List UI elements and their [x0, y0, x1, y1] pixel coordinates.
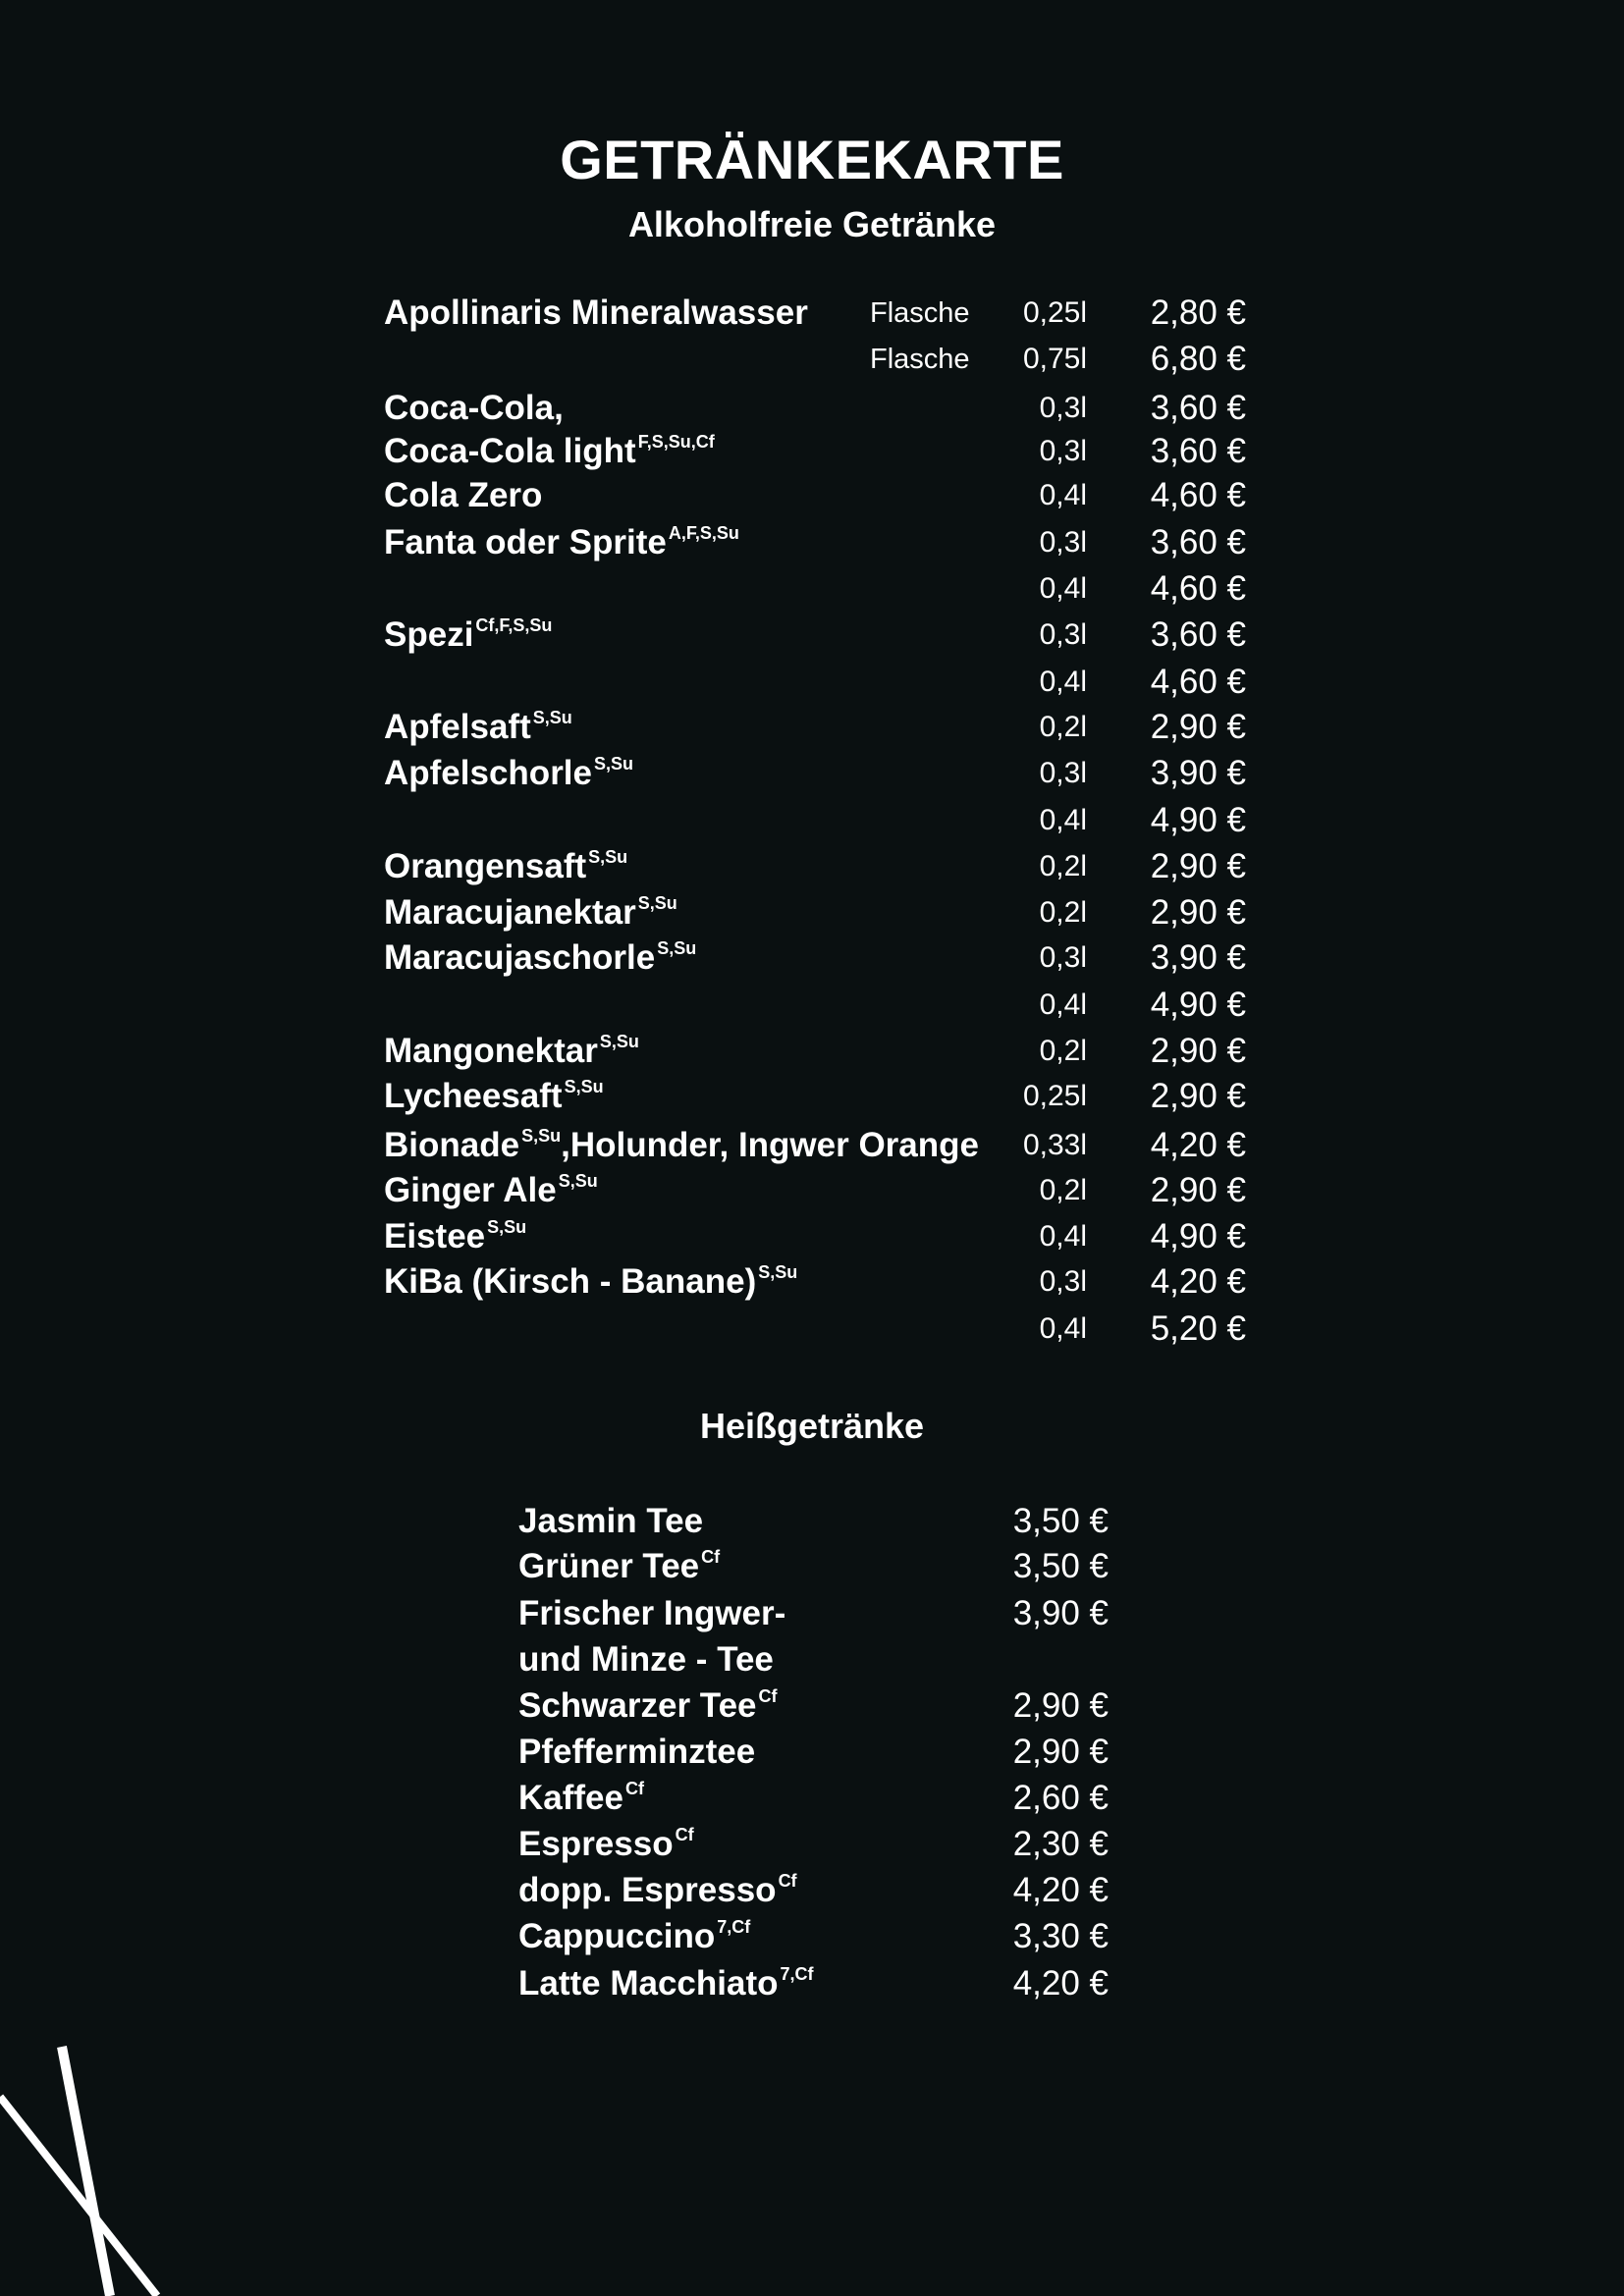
- hot-drink-name: Grüner Tee: [518, 1547, 700, 1585]
- hot-drink-name: Espresso: [518, 1825, 674, 1863]
- allergen-codes: Cf: [778, 1871, 797, 1891]
- hot-drink-name: Cappuccino: [518, 1917, 716, 1955]
- drink-volume: 0,4l: [1039, 1312, 1087, 1345]
- hot-drink-price: 4,20 €: [1012, 1871, 1109, 1909]
- drink-row: [384, 1074, 1624, 1119]
- hot-drink-price: 3,50 €: [1012, 1502, 1109, 1540]
- drink-price: 2,90 €: [1150, 893, 1246, 932]
- hot-drink-row: [0, 1868, 1624, 1913]
- hot-drink-row: [0, 1730, 1624, 1775]
- drink-name-suffix: ,Holunder, Ingwer Orange: [561, 1126, 979, 1164]
- drink-row: [384, 1307, 1624, 1352]
- hot-drink-row: [0, 1499, 1624, 1544]
- allergen-codes: 7,Cf: [717, 1917, 751, 1937]
- drink-name-cell: [384, 1168, 598, 1213]
- page-title: GETRÄNKEKARTE: [560, 129, 1064, 190]
- drink-price: 2,90 €: [1150, 708, 1246, 746]
- drink-name: Eistee: [384, 1217, 486, 1255]
- allergen-codes: A,F,S,Su: [668, 523, 739, 543]
- drink-price: 4,90 €: [1150, 801, 1246, 839]
- hot-drink-name: Schwarzer Tee: [518, 1686, 757, 1725]
- hot-drink-name-cell: [518, 1868, 797, 1913]
- drink-name: Apfelsaft: [384, 708, 531, 746]
- drink-volume: 0,33l: [1022, 1129, 1087, 1161]
- drink-price: 3,60 €: [1150, 432, 1246, 470]
- drink-row: [384, 566, 1624, 612]
- drink-row: [384, 705, 1624, 750]
- drink-price: 3,60 €: [1150, 523, 1246, 561]
- drink-row: [384, 1029, 1624, 1074]
- hot-drink-name-cell: [518, 1961, 814, 2006]
- allergen-codes: F,S,Su,Cf: [637, 432, 715, 452]
- allergen-codes: S,Su: [487, 1217, 527, 1237]
- hot-drink-name-cell: [518, 1499, 703, 1544]
- hot-drink-row: [0, 1914, 1624, 1959]
- allergen-codes: Cf: [675, 1825, 694, 1844]
- drink-volume: 0,25l: [1022, 1080, 1087, 1112]
- drink-name-cell: [384, 386, 564, 431]
- drink-name: Coca-Cola,: [384, 389, 564, 427]
- drink-name-cell: [384, 890, 677, 935]
- drink-price: 2,90 €: [1150, 1077, 1246, 1115]
- hot-drink-price: 3,90 €: [1012, 1594, 1109, 1632]
- hot-drink-name-cell: [518, 1591, 785, 1636]
- hot-drink-row: [0, 1961, 1624, 2006]
- drink-name: KiBa (Kirsch - Banane): [384, 1262, 757, 1301]
- drink-volume: 0,4l: [1039, 479, 1087, 511]
- drink-volume: 0,3l: [1039, 435, 1087, 467]
- drink-price: 2,90 €: [1150, 1032, 1246, 1070]
- drink-name: Cola Zero: [384, 476, 543, 514]
- drink-volume: 0,3l: [1039, 1265, 1087, 1298]
- hot-drink-name: Kaffee: [518, 1779, 623, 1817]
- drink-name-cell: [384, 1074, 604, 1119]
- drink-volume: 0,3l: [1039, 941, 1087, 974]
- drink-price: 4,60 €: [1150, 569, 1246, 608]
- drink-name-cell: [384, 429, 715, 474]
- drink-vessel: Flasche: [870, 344, 970, 375]
- allergen-codes: S,Su: [758, 1262, 798, 1282]
- hot-drink-name: Latte Macchiato: [518, 1964, 779, 2002]
- drink-price: 4,90 €: [1150, 986, 1246, 1024]
- drink-volume: 0,4l: [1039, 1220, 1087, 1253]
- drink-name-cell: [384, 473, 542, 518]
- drink-row: [384, 429, 1624, 474]
- hot-drink-row: [0, 1637, 1624, 1682]
- allergen-codes: S,Su: [564, 1077, 604, 1096]
- drink-name-cell: [384, 935, 696, 981]
- section-heading-cold: Alkoholfreie Getränke: [627, 204, 997, 244]
- drink-price: 2,90 €: [1150, 1171, 1246, 1209]
- drink-price: 6,80 €: [1150, 340, 1246, 378]
- drink-name-cell: [384, 1259, 797, 1305]
- hot-drink-price: 2,30 €: [1012, 1825, 1109, 1863]
- drink-volume: 0,75l: [1022, 343, 1087, 375]
- chopsticks-icon: [0, 2042, 177, 2296]
- hot-drink-row: [0, 1822, 1624, 1867]
- drink-row: [384, 291, 1624, 336]
- drink-volume: 0,2l: [1039, 1035, 1087, 1067]
- drink-volume: 0,2l: [1039, 850, 1087, 882]
- drink-name: Mangonektar: [384, 1032, 598, 1070]
- drink-volume: 0,4l: [1039, 666, 1087, 698]
- hot-drink-price: 3,50 €: [1012, 1547, 1109, 1585]
- drink-price: 5,20 €: [1150, 1309, 1246, 1348]
- drink-name-cell: [384, 613, 552, 658]
- drink-name-cell: [384, 1029, 639, 1074]
- allergen-codes: S,Su: [637, 893, 677, 913]
- hot-drink-name: Frischer Ingwer-: [518, 1594, 786, 1632]
- hot-drink-name-cell: [518, 1637, 774, 1682]
- hot-drink-price: 2,90 €: [1012, 1686, 1109, 1725]
- drink-name-cell: [384, 705, 572, 750]
- drink-volume: 0,4l: [1039, 804, 1087, 836]
- allergen-codes: S,Su: [594, 754, 634, 774]
- drink-price: 2,90 €: [1150, 847, 1246, 885]
- hot-drink-name-cell: [518, 1776, 644, 1821]
- hot-drink-name-cell: [518, 1683, 778, 1729]
- allergen-codes: Cf,F,S,Su: [475, 615, 553, 635]
- drink-row: [384, 983, 1624, 1028]
- allergen-codes: S,Su: [521, 1126, 562, 1146]
- allergen-codes: S,Su: [588, 847, 628, 867]
- allergen-codes: S,Su: [558, 1171, 598, 1191]
- drink-volume: 0,3l: [1039, 392, 1087, 424]
- drink-price: 4,90 €: [1150, 1217, 1246, 1255]
- drink-name: Spezi: [384, 615, 474, 654]
- allergen-codes: Cf: [624, 1779, 644, 1798]
- drink-row: [384, 751, 1624, 796]
- drink-price: 4,20 €: [1150, 1126, 1246, 1164]
- hot-drink-row: [0, 1591, 1624, 1636]
- drink-volume: 0,25l: [1022, 296, 1087, 329]
- allergen-codes: S,Su: [532, 708, 572, 727]
- hot-drink-price: 2,60 €: [1012, 1779, 1109, 1817]
- drink-row: [384, 935, 1624, 981]
- drink-name: Maracujanektar: [384, 893, 636, 932]
- drink-price: 3,90 €: [1150, 754, 1246, 792]
- drink-row: [384, 660, 1624, 705]
- drink-row: [384, 1214, 1624, 1259]
- hot-drink-name: und Minze - Tee: [518, 1640, 774, 1679]
- hot-drink-name-cell: [518, 1730, 755, 1775]
- allergen-codes: 7,Cf: [780, 1964, 814, 1984]
- hot-drink-row: [0, 1776, 1624, 1821]
- drink-name-cell: [384, 751, 633, 796]
- drink-row: [384, 890, 1624, 935]
- allergen-codes: S,Su: [657, 938, 697, 958]
- drink-row: [384, 473, 1624, 518]
- hot-drink-row: [0, 1683, 1624, 1729]
- hot-drink-name-cell: [518, 1544, 720, 1589]
- drink-row: [384, 520, 1624, 565]
- section-heading-hot: Heißgetränke: [699, 1406, 925, 1446]
- drink-name-cell: [384, 520, 739, 565]
- drink-price: 3,90 €: [1150, 938, 1246, 977]
- hot-drink-price: 2,90 €: [1012, 1733, 1109, 1771]
- drink-volume: 0,2l: [1039, 711, 1087, 743]
- hot-drink-name: Pfefferminztee: [518, 1733, 756, 1771]
- hot-drink-name-cell: [518, 1822, 694, 1867]
- allergen-codes: S,Su: [599, 1032, 639, 1051]
- drink-name: Maracujaschorle: [384, 938, 656, 977]
- drink-name-cell: [384, 844, 627, 889]
- drink-row: [384, 844, 1624, 889]
- drink-row: [384, 386, 1624, 431]
- drink-price: 3,60 €: [1150, 615, 1246, 654]
- drink-vessel: Flasche: [870, 297, 970, 329]
- hot-drink-name: dopp. Espresso: [518, 1871, 777, 1909]
- hot-drink-price: 4,20 €: [1012, 1964, 1109, 2002]
- drink-volume: 0,3l: [1039, 757, 1087, 789]
- drink-volume: 0,4l: [1039, 988, 1087, 1021]
- drink-volume: 0,4l: [1039, 572, 1087, 605]
- drink-name: Apfelschorle: [384, 754, 592, 792]
- drink-volume: 0,3l: [1039, 618, 1087, 651]
- drink-name: Ginger Ale: [384, 1171, 557, 1209]
- drink-name-cell: [384, 291, 808, 336]
- hot-drink-row: [0, 1544, 1624, 1589]
- drink-row: [384, 613, 1624, 658]
- drink-volume: 0,3l: [1039, 526, 1087, 559]
- drink-name-cell: [384, 1214, 526, 1259]
- drink-price: 4,20 €: [1150, 1262, 1246, 1301]
- drink-row: [384, 1168, 1624, 1213]
- drink-volume: 0,2l: [1039, 896, 1087, 929]
- drink-row: [384, 798, 1624, 843]
- hot-drink-name: Jasmin Tee: [518, 1502, 704, 1540]
- drink-volume: 0,2l: [1039, 1174, 1087, 1206]
- drink-name-cell: [384, 1123, 979, 1168]
- drink-name: Apollinaris Mineralwasser: [384, 294, 808, 332]
- hot-drink-price: 3,30 €: [1012, 1917, 1109, 1955]
- drink-name: Bionade: [384, 1126, 520, 1164]
- drink-row: [384, 337, 1624, 382]
- drink-name: Coca-Cola light: [384, 432, 636, 470]
- drink-name: Orangensaft: [384, 847, 587, 885]
- drink-price: 2,80 €: [1150, 294, 1246, 332]
- drink-row: [384, 1123, 1624, 1168]
- drink-price: 4,60 €: [1150, 663, 1246, 701]
- drink-row: [384, 1259, 1624, 1305]
- drink-price: 4,60 €: [1150, 476, 1246, 514]
- drink-name: Lycheesaft: [384, 1077, 563, 1115]
- allergen-codes: Cf: [701, 1547, 721, 1567]
- hot-drink-name-cell: [518, 1914, 750, 1959]
- drink-price: 3,60 €: [1150, 389, 1246, 427]
- allergen-codes: Cf: [758, 1686, 778, 1706]
- drink-name: Fanta oder Sprite: [384, 523, 667, 561]
